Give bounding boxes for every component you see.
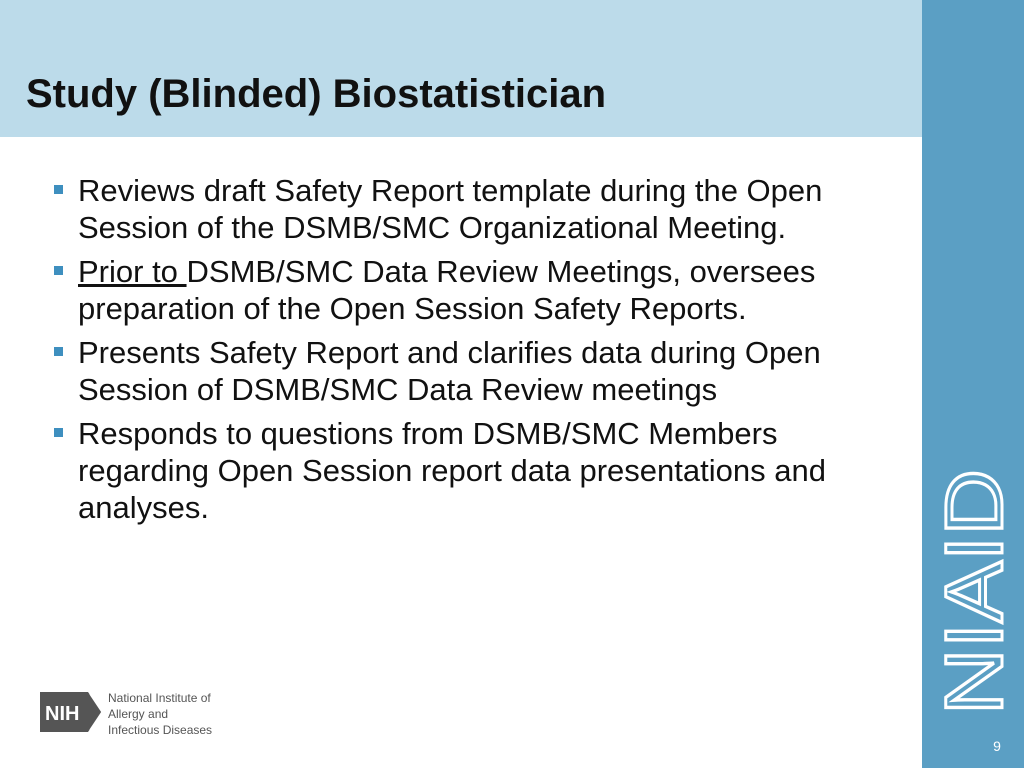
square-bullet-icon bbox=[54, 347, 63, 356]
niaid-wordmark-text: NIAID bbox=[929, 496, 1020, 715]
nih-logo bbox=[40, 690, 240, 736]
nih-org-line: Allergy and bbox=[108, 707, 169, 721]
square-bullet-icon bbox=[54, 266, 63, 275]
bullet-item bbox=[50, 253, 870, 327]
page-number: 9 bbox=[993, 738, 1001, 754]
nih-logo-abbrev: NIH bbox=[45, 703, 80, 725]
bullet-text: Presents Safety Report and clarifies data during Open Session of DSMB/SMC Data Review meetings bbox=[78, 335, 821, 407]
slide-title: Study (Blinded) Biostatistician bbox=[26, 72, 607, 116]
bullet-item bbox=[50, 415, 870, 526]
square-bullet-icon bbox=[54, 185, 63, 194]
nih-org-line: Infectious Diseases bbox=[108, 723, 213, 737]
bullet-item bbox=[50, 172, 870, 246]
nih-org-name bbox=[108, 690, 212, 738]
bullet-item bbox=[50, 334, 870, 408]
nih-org-line: National Institute of bbox=[108, 691, 211, 705]
bullet-text-underlined: Prior to bbox=[78, 254, 187, 289]
square-bullet-icon bbox=[54, 428, 63, 437]
niaid-wordmark-icon bbox=[929, 465, 1020, 717]
bullet-text: DSMB/SMC Data Review Meetings, oversees preparation of the Open Session Safety Reports. bbox=[78, 254, 816, 326]
bullet-list bbox=[50, 172, 870, 533]
nih-logo-icon bbox=[40, 692, 102, 732]
bullet-text: Reviews draft Safety Report template during the Open Session of the DSMB/SMC Organizational Meeting. bbox=[78, 173, 823, 245]
bullet-text: Responds to questions from DSMB/SMC Members regarding Open Session report data presentations and analyses. bbox=[78, 416, 826, 525]
